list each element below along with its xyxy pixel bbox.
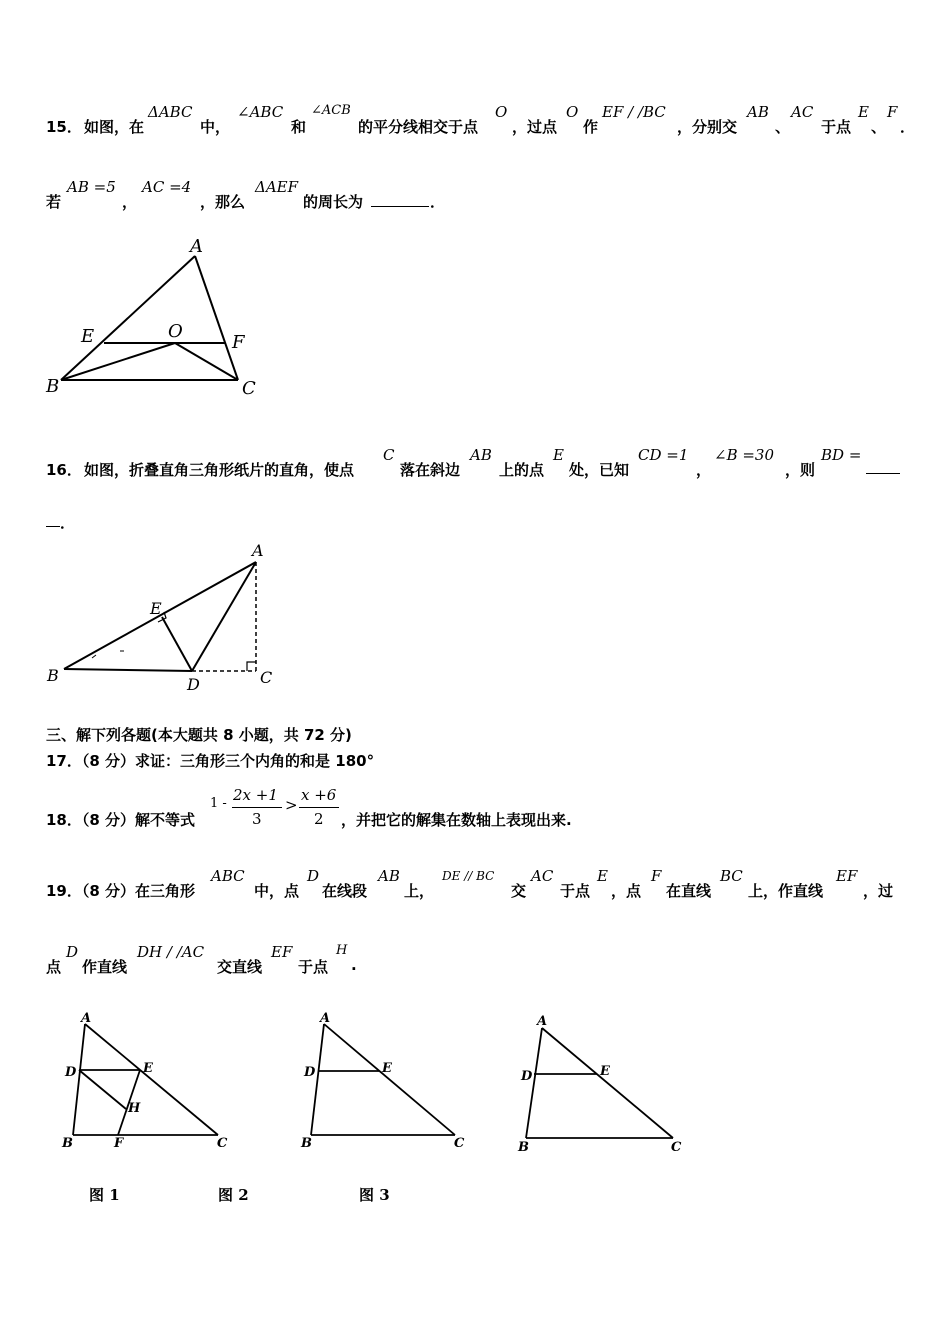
q19-math-dh-ac: DH / /AC bbox=[137, 943, 205, 961]
fig1-label-f: F bbox=[114, 1136, 124, 1151]
q16-text-1: 如图，折叠直角三角形纸片的直角，使点 bbox=[84, 461, 355, 479]
q16-line-ed bbox=[162, 617, 192, 671]
q15-line2-end: ． bbox=[430, 193, 446, 211]
fig1-label-a: A bbox=[81, 1011, 92, 1026]
q15-line2-text-3: ，那么 bbox=[200, 193, 246, 211]
q16-math-ab: AB bbox=[470, 446, 492, 464]
q15-number: 15． bbox=[46, 118, 82, 136]
q16-answer-blank-2 bbox=[46, 526, 60, 527]
q15-answer-blank bbox=[371, 206, 429, 207]
q15-text-2: 中， bbox=[200, 118, 231, 136]
q19-math-ab: AB bbox=[378, 867, 400, 885]
q15-label-o: O bbox=[168, 321, 183, 342]
q15-line-bo bbox=[61, 343, 175, 380]
q15-math-e: E bbox=[858, 103, 869, 121]
q19-text-5: 于点 bbox=[560, 882, 591, 900]
fig1-label-c: C bbox=[217, 1136, 228, 1151]
q15-text-4: 的平分线相交于点 bbox=[358, 118, 479, 136]
fig2-label-e: E bbox=[382, 1061, 392, 1076]
q16-text-4: 处，已知 bbox=[569, 461, 630, 479]
q18-lhs-one: 1 - bbox=[210, 796, 227, 811]
fig1-line-ac bbox=[85, 1024, 218, 1135]
q15-label-f: F bbox=[232, 332, 245, 353]
q18-frac1-den: 3 bbox=[252, 810, 262, 828]
q15-text-7: ，分别交 bbox=[677, 118, 738, 136]
fig1-label-h: H bbox=[128, 1101, 141, 1116]
q18-number: 18．（8 分）解不等式 bbox=[46, 811, 196, 829]
q19-math-h: H bbox=[336, 943, 348, 958]
q19-text-8: 上，作直线 bbox=[748, 882, 824, 900]
fig1-line-dh bbox=[79, 1070, 126, 1109]
question-17: 17．（8 分）求证：三角形三个内角的和是 180° bbox=[46, 752, 375, 770]
q15-math-triangle: ΔABC bbox=[148, 103, 193, 121]
q16-answer-blank-1 bbox=[866, 473, 900, 474]
q19-caption-2: 图 2 bbox=[218, 1186, 249, 1204]
q15-label-a: A bbox=[190, 236, 203, 257]
q15-math-ab5: AB =5 bbox=[67, 178, 116, 196]
q16-math-bd: BD = bbox=[821, 446, 862, 464]
q18-frac2-num: x +6 bbox=[301, 786, 337, 804]
fig3-label-e: E bbox=[600, 1064, 610, 1079]
fig2-line-ac bbox=[324, 1024, 455, 1135]
q15-text-6: 作 bbox=[583, 118, 599, 136]
q15-text-8: 、 bbox=[775, 118, 791, 136]
q18-frac2-bar bbox=[299, 807, 339, 808]
q19-text-1: 中，点 bbox=[254, 882, 300, 900]
q19-figure-1 bbox=[55, 1008, 240, 1153]
q19-math-f: F bbox=[651, 867, 662, 885]
q15-math-angle-acb: ∠ACB bbox=[311, 103, 351, 118]
q18-frac2-den: 2 bbox=[314, 810, 324, 828]
fig2-label-c: C bbox=[454, 1136, 465, 1151]
q15-math-aef: ΔAEF bbox=[255, 178, 299, 196]
q19-text-9: ，过 bbox=[863, 882, 894, 900]
q19-math-d: D bbox=[307, 867, 320, 885]
fig3-label-c: C bbox=[671, 1140, 682, 1155]
q16-label-d: D bbox=[187, 675, 200, 694]
fig1-label-e: E bbox=[143, 1061, 153, 1076]
q15-text-3: 和 bbox=[291, 118, 307, 136]
q19-math-ef: EF bbox=[836, 867, 858, 885]
q15-math-parallel: EF / /BC bbox=[602, 103, 666, 121]
q19-figure-2 bbox=[292, 1008, 477, 1153]
q19-text-6: ，点 bbox=[611, 882, 642, 900]
q16-text-5: ， bbox=[696, 461, 712, 479]
fig2-label-a: A bbox=[320, 1011, 331, 1026]
q18-frac1-num: 2x +1 bbox=[233, 786, 278, 804]
q16-label-b: B bbox=[47, 666, 59, 685]
q16-math-e: E bbox=[553, 446, 564, 464]
q19-math-ac: AC bbox=[531, 867, 554, 885]
q19-figure-3 bbox=[510, 1010, 695, 1158]
q15-math-o2: O bbox=[566, 103, 579, 121]
fig1-label-b: B bbox=[62, 1136, 73, 1151]
q15-label-e: E bbox=[81, 326, 95, 347]
q16-right-angle-c bbox=[247, 662, 256, 671]
q15-text-5: ，过点 bbox=[512, 118, 558, 136]
q16-label-e: E bbox=[150, 599, 162, 618]
q16-math-cd: CD =1 bbox=[638, 446, 689, 464]
q19-math-e: E bbox=[597, 867, 608, 885]
q16-figure bbox=[40, 538, 290, 696]
fig3-label-b: B bbox=[518, 1140, 529, 1155]
q15-math-o1: O bbox=[495, 103, 508, 121]
q19-math-de-bc: DE // BC bbox=[442, 869, 495, 883]
q19-caption-1: 图 1 bbox=[89, 1186, 120, 1204]
fig2-label-d: D bbox=[304, 1065, 316, 1080]
q16-text-3: 上的点 bbox=[499, 461, 545, 479]
q19-math-bc: BC bbox=[720, 867, 743, 885]
q19-text-2: 在线段 bbox=[322, 882, 368, 900]
q15-line2-text-1: 若 bbox=[46, 193, 62, 211]
q15-text-1: 如图，在 bbox=[84, 118, 145, 136]
fig3-label-d: D bbox=[521, 1069, 533, 1084]
q15-math-ac4: AC =4 bbox=[142, 178, 192, 196]
q15-line-co bbox=[175, 343, 238, 380]
q18-frac1-bar bbox=[232, 807, 282, 808]
q15-label-c: C bbox=[242, 378, 256, 399]
q19-math-ef2: EF bbox=[271, 943, 293, 961]
q18-gt: > bbox=[285, 796, 298, 814]
q19-line2-text-4: 于点 bbox=[298, 958, 329, 976]
fig1-label-d: D bbox=[65, 1065, 77, 1080]
q15-line-ab bbox=[61, 256, 195, 380]
q19-line2-text-2: 作直线 bbox=[82, 958, 128, 976]
q16-math-angle-b: ∠B =30 bbox=[714, 446, 775, 464]
q16-text-6: ，则 bbox=[785, 461, 816, 479]
q15-label-b: B bbox=[46, 376, 60, 397]
q15-math-ac: AC bbox=[791, 103, 814, 121]
q15-text-11: ． bbox=[900, 118, 916, 136]
q15-text-9: 于点 bbox=[821, 118, 852, 136]
fig3-label-a: A bbox=[537, 1014, 548, 1029]
q15-text-10: 、 bbox=[871, 118, 887, 136]
q16-math-c: C bbox=[383, 446, 395, 464]
q15-math-f: F bbox=[887, 103, 898, 121]
fig2-label-b: B bbox=[301, 1136, 312, 1151]
q19-text-7: 在直线 bbox=[666, 882, 712, 900]
q18-tail: ，并把它的解集在数轴上表现出来. bbox=[341, 811, 572, 829]
q16-angle-mark-b bbox=[92, 655, 96, 658]
q19-text-3: 上， bbox=[404, 882, 435, 900]
q16-line-bd bbox=[64, 669, 192, 671]
q16-line-da bbox=[192, 562, 256, 671]
q15-line2-text-2: ， bbox=[122, 193, 138, 211]
q19-number: 19．（8 分）在三角形 bbox=[46, 882, 196, 900]
q15-line2-text-4: 的周长为 bbox=[303, 193, 364, 211]
q16-text-2: 落在斜边 bbox=[400, 461, 461, 479]
q15-math-ab: AB bbox=[747, 103, 769, 121]
section-3-title: 三、解下列各题(本大题共 8 小题，共 72 分) bbox=[46, 726, 352, 744]
q19-line2-end: . bbox=[351, 956, 357, 974]
q16-line2-end: ． bbox=[60, 514, 76, 532]
q19-math-d2: D bbox=[66, 943, 79, 961]
q16-label-a: A bbox=[252, 541, 264, 560]
q15-line-ac bbox=[195, 256, 238, 380]
fig3-line-ac bbox=[542, 1028, 673, 1138]
q15-math-angle-abc: ∠ABC bbox=[237, 103, 284, 121]
q16-label-c: C bbox=[260, 668, 273, 687]
q15-figure bbox=[40, 232, 270, 400]
q19-text-4: 交 bbox=[511, 882, 527, 900]
q16-number: 16． bbox=[46, 461, 82, 479]
q19-caption-3: 图 3 bbox=[359, 1186, 390, 1204]
q19-line2-text-1: 点 bbox=[46, 958, 62, 976]
q19-line2-text-3: 交直线 bbox=[217, 958, 263, 976]
q19-math-abc: ABC bbox=[211, 867, 245, 885]
